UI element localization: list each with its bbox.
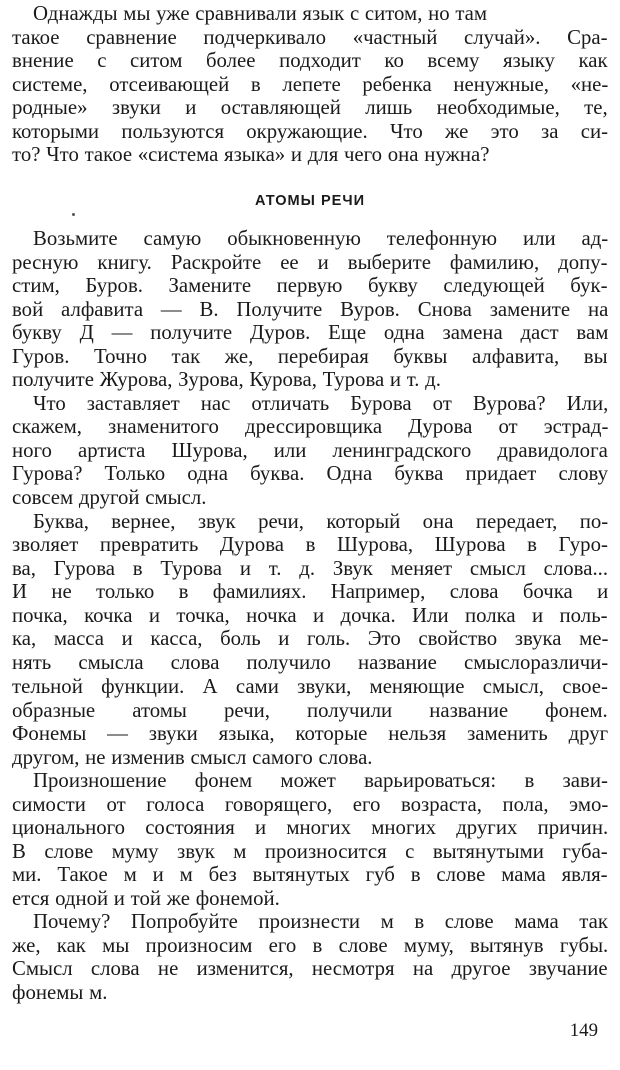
text-line: ва, Гурова в Турова и т. д. Звук меняет смысл слова...: [12, 557, 609, 581]
text-line: такое сравнение подчеркивало «частный случай». Сра-: [12, 25, 608, 49]
text-line: симости от голоса говорящего, его возраста, пола, эмо-: [12, 792, 609, 816]
text-line: Гуров. Точно так же, перебирая буквы алфавита, вы: [12, 345, 608, 368]
text-line: стим, Буров. Замените первую букву следующей бук-: [12, 273, 608, 297]
text-line: которыми пользуются окружающие. Что же это за си-: [12, 119, 609, 143]
text-line: получите Журова, Зурова, Курова, Турова и т. д.: [12, 368, 441, 392]
text-line: Почему? Попробуйте произнести м в слове мама так: [33, 909, 608, 933]
text-line: другом, не изменив смысл самого слова.: [12, 745, 373, 769]
text-line: внение с ситом более подходит ко всему языку как: [12, 48, 608, 72]
text-line: Произношение фонем может варьироваться: в зави-: [33, 768, 608, 792]
text-line: И не только в фамилиях. Например, слова бочка и: [12, 580, 609, 604]
text-line: Возьмите самую обыкновенную телефонную или ад-: [33, 226, 609, 250]
text-line: Смысл слова не изменится, несмотря на другое звучание: [12, 957, 608, 980]
text-line: Гурова? Только одна буква. Одна буква придает слову: [12, 462, 608, 486]
text-line: зволяет превратить Дурова в Шурова, Шурова в Гуро-: [12, 533, 608, 557]
text-line: почка, кочка и точка, ночка и дочка. Или полка и поль-: [12, 604, 608, 628]
text-line: Что заставляет нас отличать Бурова от Вурова? Или,: [33, 392, 609, 415]
text-line: ется одной и той же фонемой.: [12, 886, 280, 910]
text-line: системе, отсеивающей в лепете ребенка ненужные, «не-: [12, 72, 609, 96]
text-line: ционального состояния и многих многих других причин.: [12, 815, 609, 839]
text-line: ка, масса и касса, боль и голь. Это свойство звука ме-: [12, 627, 609, 651]
section-heading: АТОМЫ РЕЧИ: [254, 193, 366, 209]
text-line: тельной функции. А сами звуки, меняющие смысл, свое-: [12, 674, 608, 698]
text-line: ми. Такое м и м без вытянутых губ в слове мама явля-: [12, 862, 608, 886]
text-line: В слове муму звук м произносится с вытянутыми губа-: [12, 839, 608, 863]
page-number: 149: [569, 1019, 598, 1041]
text-line: родные» звуки и оставляющей лишь необходимые, те,: [12, 95, 608, 119]
text-line: фонемы м.: [12, 981, 108, 1004]
text-line: нять смысла слова получило название смыслоразличи-: [12, 651, 609, 675]
text-line: образные атомы речи, получили название фонем.: [12, 698, 608, 722]
text-line: Буква, вернее, звук речи, который она передает, по-: [33, 510, 609, 534]
text-line: скажем, знаменитого дрессировщика Дурова от эстрад-: [12, 415, 609, 439]
text-line: вой алфавита — В. Получите Вуров. Снова замените на: [12, 297, 609, 321]
text-line: же, как мы произносим его в слове муму, вытянув губы.: [12, 933, 609, 957]
text-line: Фонемы — звуки языка, которые нельзя заменить друг: [12, 721, 609, 745]
text-line: ного артиста Шурова, или ленинградского дравидолога: [12, 439, 608, 463]
text-line: Однажды мы уже сравнивали язык с ситом, но там: [33, 1, 488, 25]
text-line: ресную книгу. Раскройте ее и выберите фамилию, допу-: [12, 250, 608, 274]
text-line: букву Д — получите Дуров. Еще одна замена даст вам: [12, 321, 609, 344]
text-line: совсем другой смысл.: [12, 486, 207, 510]
text-line: то? Что такое «система языка» и для чего она нужна?: [12, 143, 490, 166]
